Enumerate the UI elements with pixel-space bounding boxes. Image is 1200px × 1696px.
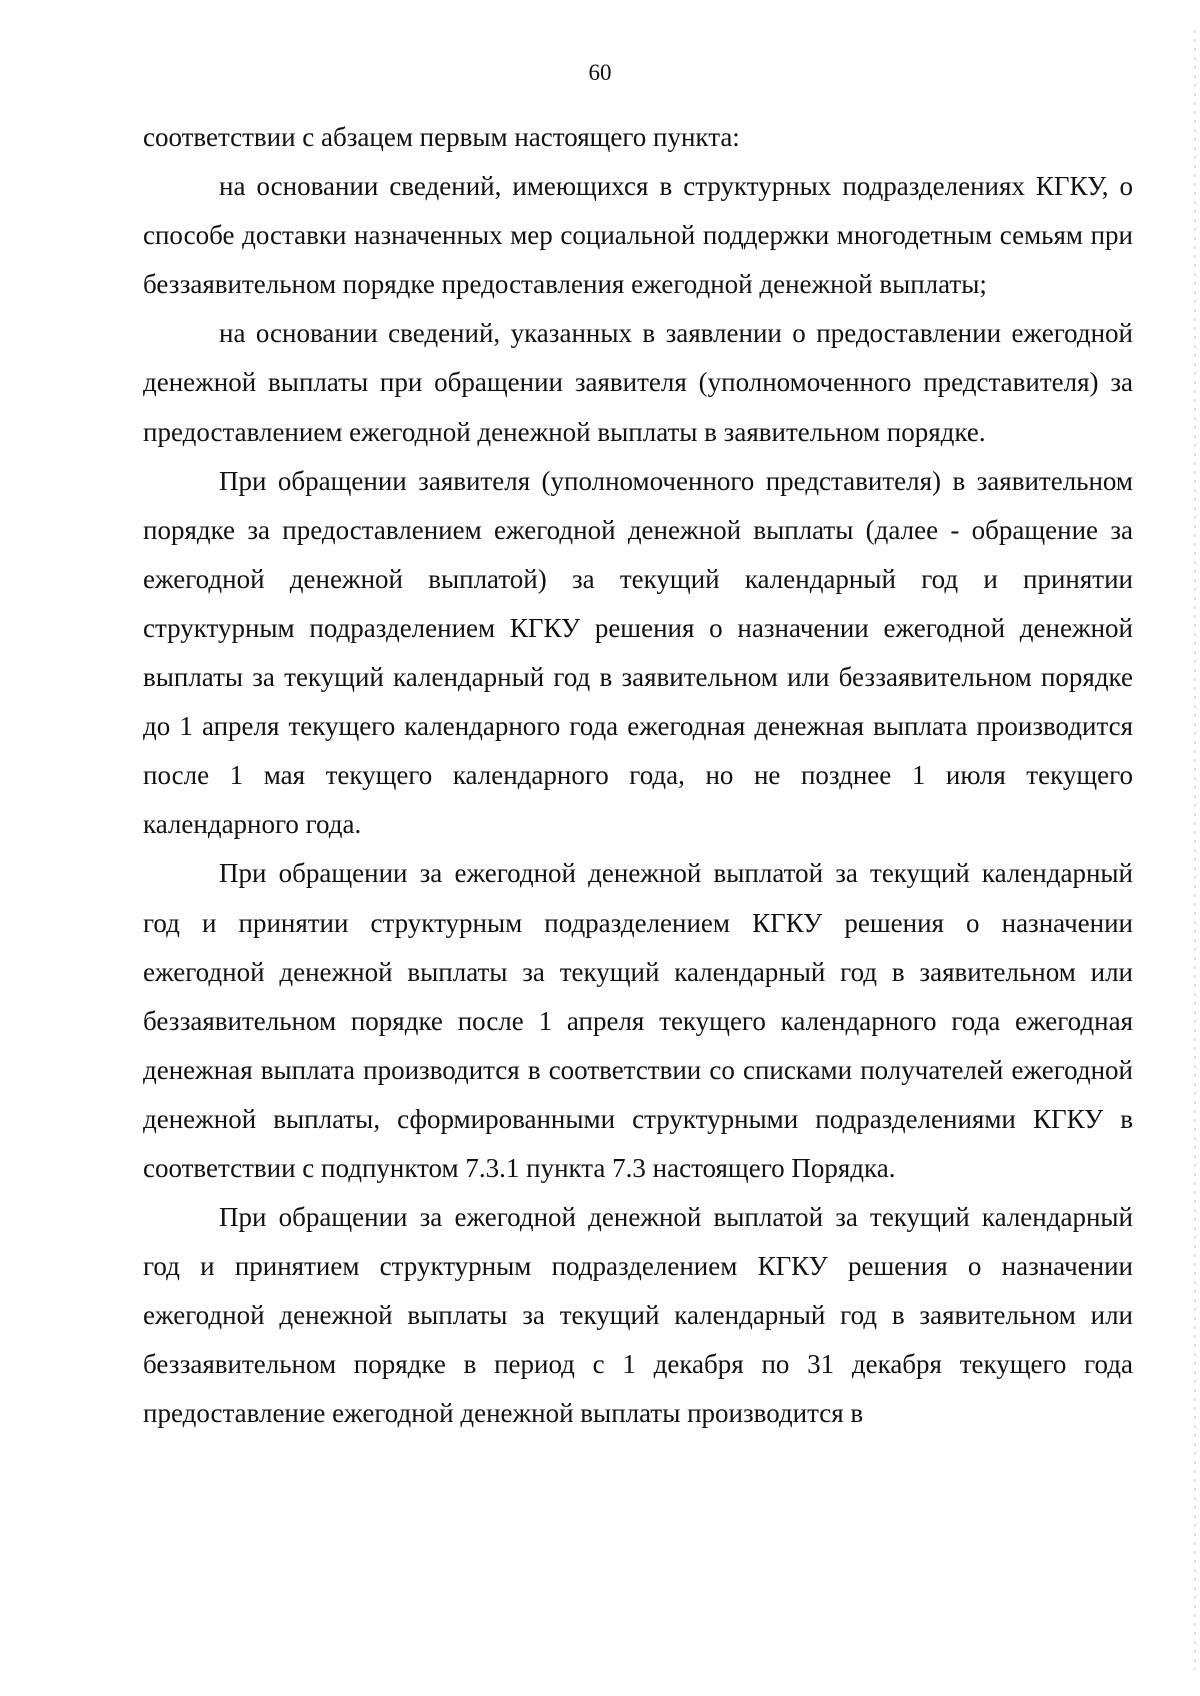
paragraph-payment-after-april: При обращении за ежегодной денежной выплатой за текущий календарный год и принятии структурным подразделением КГКУ решения о назначении ежегодной денежной выплаты за текущий календарный год в заявительном или беззаявительном порядке после 1 апреля текущего календарного года ежегодная денежная выплата производится в соответствии со списками получателей ежегодной денежной выплаты, сформированными структурными подразделениями КГКУ в соответствии с подпунктом 7.3.1 пункта 7.3 настоящего Порядка. xyxy=(143,858,1133,1183)
document-body xyxy=(143,113,1133,1439)
paragraph-payment-before-april: При обращении заявителя (уполномоченного представителя) в заявительном порядке за предоставлением ежегодной денежной выплаты (далее - обращение за ежегодной денежной выплатой) за текущий календарный год и принятии структурным подразделением КГКУ решения о назначении ежегодной денежной выплаты за текущий календарный год в заявительном или беззаявительном порядке до 1 апреля текущего календарного года ежегодная денежная выплата производится после 1 мая текущего календарного года, но не позднее 1 июля текущего календарного года. xyxy=(143,465,1133,840)
paragraph-payment-december: При обращении за ежегодной денежной выплатой за текущий календарный год и принятием структурным подразделением КГКУ решения о назначении ежегодной денежной выплаты за текущий календарный год в заявительном или беззаявительном порядке в период с 1 декабря по 31 декабря текущего года предоставление ежегодной денежной выплаты производится в xyxy=(143,1202,1133,1429)
paragraph-delivery-method-structural-units: на основании сведений, имеющихся в структурных подразделениях КГКУ, о способе доставки назначенных мер социальной поддержки многодетным семьям при беззаявительном порядке предоставления ежегодной денежной выплаты; xyxy=(143,171,1133,300)
paragraph-delivery-method-application: на основании сведений, указанных в заявлении о предоставлении ежегодной денежной выплаты при обращении заявителя (уполномоченного представителя) за предоставлением ежегодной денежной выплаты в заявительном порядке. xyxy=(143,318,1133,447)
paragraph-continuation: соответствии с абзацем первым настоящего пункта: xyxy=(143,122,740,152)
page-number: 60 xyxy=(588,60,612,85)
scan-edge-artifact xyxy=(1194,30,1196,1670)
